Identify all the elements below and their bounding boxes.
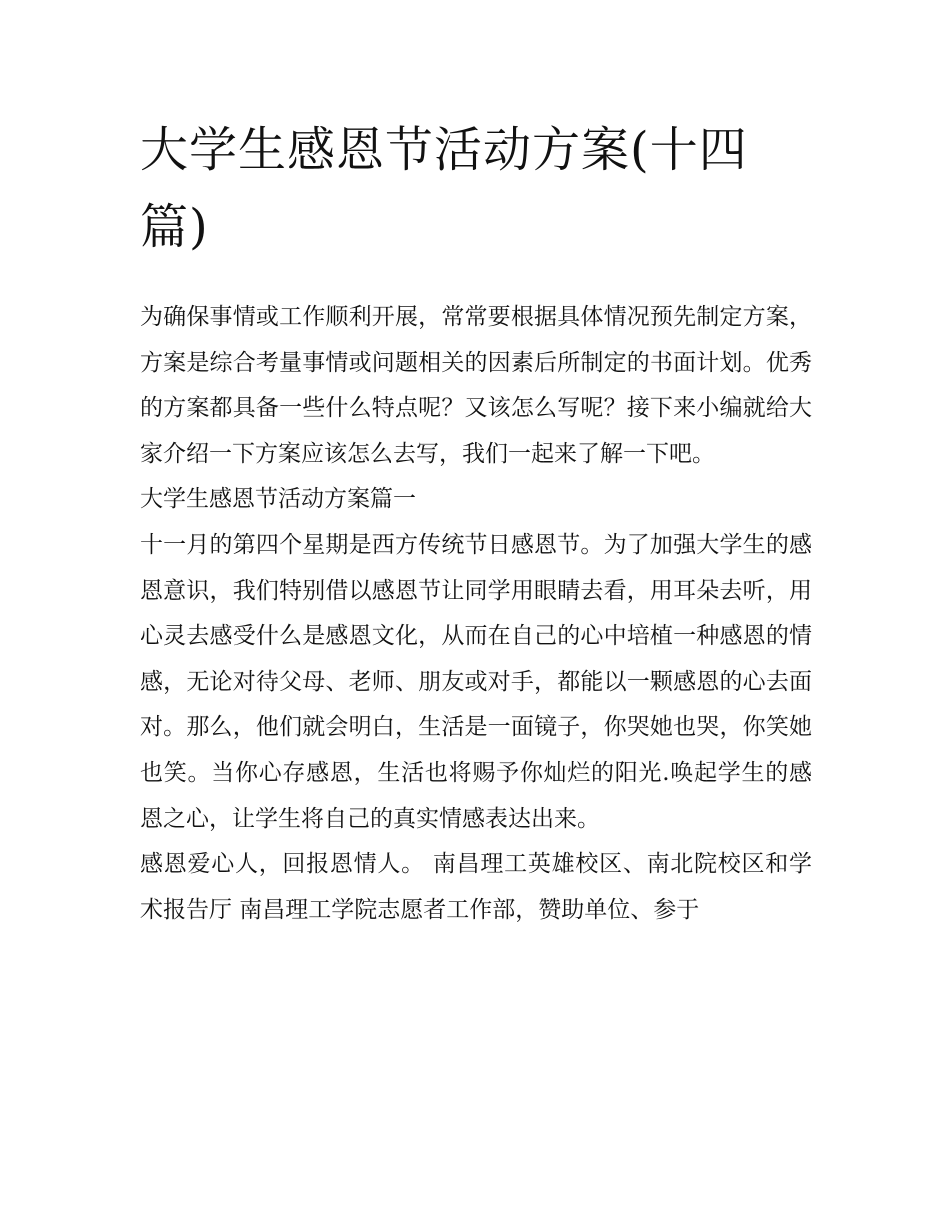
document-title: 大学生感恩节活动方案(十四篇) bbox=[140, 122, 748, 255]
section-heading: 大学生感恩节活动方案篇一 bbox=[140, 486, 416, 513]
intro-paragraph: 为确保事情或工作顺利开展，常常要根据具体情况预先制定方案，方案是综合考量事情或问题相关的因素后所制定的书面计划。优秀的方案都具备一些什么特点呢？又该怎么写呢？接下来小编就给大家介绍一下方案应该怎么去写，我们一起来了解一下吧。 bbox=[140, 304, 812, 467]
body-paragraph-2: 感恩爱心人，回报恩情人。 南昌理工英雄校区、南北院校区和学术报告厅 南昌理工学院志愿者工作部，赞助单位、参于 bbox=[140, 851, 812, 923]
document-page bbox=[140, 112, 812, 933]
body-paragraph-1: 十一月的第四个星期是西方传统节日感恩节。为了加强大学生的感恩意识，我们特别借以感恩节让同学用眼睛去看，用耳朵去听，用心灵去感受什么是感恩文化，从而在自己的心中培植一种感恩的情感，无论对待父母、老师、朋友或对手，都能以一颗感恩的心去面对。那么，他们就会明白，生活是一面镜子，你哭她也哭，你笑她也笑。当你心存感恩，生活也将赐予你灿烂的阳光.唤起学生的感恩之心，让学生将自己的真实情感表达出来。 bbox=[140, 531, 812, 832]
